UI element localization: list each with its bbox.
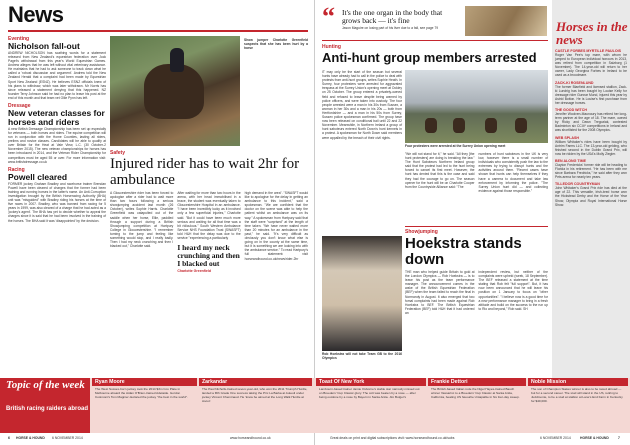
- sidebar-item-head: TILLEDOR COUNTRYMAN: [555, 182, 600, 187]
- topic-item: [92, 378, 197, 433]
- showjumping-col-1: THE man who helped guide Britain to gold at the London Olympics — Rob Hoekstra — is to leave his post as the team performance manager. The announcement comes in the wake of the British Equestrian Federation (BEF) when the team failed to reach the final in Normandy in August. It also emerged that two fomal complaints had been made against Rob Hoekstra to BEF. The British Equestrian Federation (BEF) told H&H that it had ordered an: [405, 270, 475, 315]
- sidebar-title: Horses in the news: [556, 19, 628, 47]
- safety-col-1: A Gloucestershire rider has been forced to apologise after a rider had to wait more than two hours following a serious showjumping accident last month (26 October), writes Sophie Harris. Charlotte Greenfield was catapulted out of the saddle when her horse, Ellie, paddled through a support during a British Showjumping competition at Hartpury College in Gloucestershire. "I remember turning to the jump and feeling like something would stop, and I really badly. Then I had my neck crunching and then I blacked out," Charlotte said.: [110, 191, 174, 249]
- topic-item-name: Toast Of New York: [316, 378, 426, 386]
- hunting-photo: [405, 70, 548, 143]
- dressage-section-label: Dressage: [8, 103, 31, 110]
- sidebar-item-head: WEB SPLASH: [555, 135, 579, 140]
- topic-item: [316, 378, 426, 433]
- rider-shape: [170, 48, 184, 72]
- hunting-col-1: IT may only be the start of the season but several hunts have already had to call in the police to deal with protests from anti-hunt groups, writes Sophie Heath. In Surrey, four protesters were arrested for aggravated trespass at the Surrey Union's opening meet at Ockley on 25 October. The group entered a privately-owned field and refused to leave despite being warned by police officers, and were taken into custody. The four people arrested were a man in his 30s from Sussex, a woman in her 30s and a man in his 20s — both from Hertfordshire — and a man in his 50s from Surrey, Sussex police spokesman confirmed. The group have now been released on conditional bail until 22 and 22 November. Meanwhile, in Northern Ireland a group of hunt saboteurs entered North Down's hunt kennels in a protest. A spokesman for North Down said members were appalled by the breach of their civil rights.: [322, 70, 402, 140]
- hoekstra-photo: [322, 236, 402, 351]
- topic-item-text: The West Sussex-born jockey took the 2014 $3m Cox Plate in Melbourne aboard the Aidan O'Brien-trained Adelaide. Gordon Cosimoni's Tom Magnier declared the jockey "the best in the world".: [95, 387, 188, 399]
- racing-body: FORMER jockey Graham Bradley and racehorse trainer Brendan Powell have been cleared of charges that the former had been training and running horses in the latter's name. An Anti-Corruption investigation brought by the British Horseracing Authority (BHA) unit was "misguided" with Bradley riding his horses at the time of five races in 2007. Bradley, who was banned from racing for 5 years in 1999, was also cleared of a charge that he had acted as a 'jockey's agent'. The BHA has yet to decide whether to appeal the charges since it is said that he had been involved in the training of the horses. The BHA said it was 'disappointed' by the decision.: [8, 181, 106, 223]
- hunting-header: [322, 44, 548, 67]
- sidebar-item-head: ZACK-KI ROSENLUND: [555, 80, 594, 85]
- safety-headline: Injured rider has to wait 2hr for ambulance: [110, 156, 300, 188]
- hunting-col-3: numbers of hunt saboteurs in the UK is very low, however there is a small number of individuals who consistently push the law to the extremes by trying to disrupt hunts and the activities around them. "Recent cases have shown that hunts can help themselves if they have a camera to document and take law enforcement by informing the police. "The Surrey Union hunt did — and collecting evidence against those responsible.": [478, 152, 548, 193]
- safety-section-label: Safety: [110, 150, 126, 156]
- sidebar-item-text: The former Blanfield and licensed stallion, Zack-ki Lundrig has been bought by Louise Kelly for dressage rider Gunnar Mund, injured this year by Astrid Botton. He is Louise's first purchase from her dressage horses.: [555, 84, 627, 105]
- hunting-rule: [322, 40, 548, 41]
- subscription-promo: Great deals on print and digital subscriptions visit: www.horseandhound.co.uk/subs: [330, 436, 455, 440]
- quote-text: It's the one organ in the body that grows back — it's fine: [342, 8, 443, 25]
- quote-photo: [465, 6, 547, 36]
- sidebar-item-text: John Whitaker's Grand Prix ride has died at the age of 22. This versatile, Irish-bred horse won the Hickstead Derby and the Horse of the Year Show, Olympia and Royal International Horse Show.: [555, 186, 627, 207]
- right-brand: HORSE & HOUND: [580, 436, 609, 440]
- hound-shape: [515, 118, 527, 133]
- left-url: www.horseandhound.co.uk: [230, 436, 271, 440]
- showjumping-section-label: Showjumping: [405, 229, 438, 235]
- topic-item-name: Frankie Dettori: [428, 378, 526, 386]
- eventing-headline: Nicholson fall-out: [8, 41, 80, 51]
- topic-item: [528, 378, 628, 433]
- safety-article: [110, 150, 308, 273]
- pull-quote-byline: Charlotte Greenfield: [177, 269, 211, 274]
- safety-col-2: After waiting for more than two hours in the arena, with her head immobilised in a brace, the student was eventually taken to Gloucestershire Hospital in an ambulance. "I have been incredibly lucky as it involved only a few superficial injuries," Charlotte said. "But it could have been much more serious and waiting for all that time was a bit ridiculous." South Western Ambulance Service NHS Foundation Trust (SWASFT) told H&H that the delay was due to the service "experiencing a particularly: [177, 191, 241, 241]
- dressage-body: A new British Dressage Championship has been set up especially for veterans — both horses and riders. The equine competition will run in conjunction with the Home Counties, lasting all riders, prelims and novice classes. Candidates will be able to qualify at over Britain for the Heat at Vale View, L.C. (30 October-2 November 2015). The new veteran championships for horses has been introduced in 2014, and the Veteran Rider Championship for competitors must be aged 55 or over. For more information visit: www.britishdressage.co.uk: [8, 126, 106, 164]
- topic-of-week: [0, 378, 90, 433]
- topic-item-text: Lambourn-based trainer Jamie Osborne's stable star narrowly missed out on Breeders' Cup Classic glory. The colt was beaten by a nose — after being outdone by a nose by Bayern in Santa Anita. Jim Bolger's: [319, 387, 420, 399]
- sidebar-item-text: Clayton Fredericks' former ride will be heading to Florida in his retirement. "He has been with me since Barbara Fredricks," he said after they won Pets arena for nearly ten years.: [555, 162, 627, 180]
- sidebar-item-text: Roger Van Pee's top mare, with whom he jumped to European individual honours in 2013, was retired from competition in Salzburg (1 November). The 14-year-old will return to her owner, Lady Georgina Forbes in Ireland to be used as a broodmare.: [555, 53, 627, 78]
- pull-quote: I heard my neck crunching and then I blacked out: [177, 243, 240, 269]
- hunting-section-label: Hunting: [322, 44, 341, 50]
- left-column: [8, 36, 106, 223]
- hunting-photo-caption: Four protesters were arrested at the Surrey Union opening meet: [405, 144, 506, 148]
- eventing-section-label: Eventing: [8, 36, 30, 42]
- sidebar-item-head: BEN ALONG TIME: [555, 158, 587, 163]
- hound-shape: [485, 118, 497, 133]
- hound-shape: [453, 118, 465, 133]
- topic-subtitle: British racing raiders abroad: [6, 406, 89, 412]
- left-page-number: 6: [8, 436, 10, 440]
- sidebar: [555, 46, 627, 207]
- topic-item: [428, 378, 526, 433]
- hunting-columns: [405, 152, 548, 193]
- showjumping-article: [405, 229, 548, 315]
- quote-source: Jason Maguire on losing part of his liver due to a fall, see page 79: [342, 26, 439, 30]
- quote-box: [322, 2, 462, 36]
- quote-mark-icon: “: [322, 2, 335, 31]
- title-rule: [8, 30, 308, 32]
- left-date: 6 NOVEMBER 2014: [52, 436, 83, 440]
- dressage-headline: New veteran classes for horses and riders: [8, 108, 105, 127]
- hunting-col-2: "We will not stand for it," he said. "All they [the hunt protesters] are doing is breaking the law." The Hunt Saboteurs Northern Ireland group said that the protest had led to the hunt being forced to cancel its first meet. However, the hunt has denied that this is the case and said they had the courage to go on. The season opener for the hunt will be on Charlotte Cooper from the Countryside Alliance said: "The: [405, 152, 475, 189]
- topic-item-name: Noble Mission: [528, 378, 628, 386]
- sidebar-item-text: William Whitaker's rides have been bought by Antrim Farms LLC. The 13-year-old gelding, who finished second in the Dublin Grand Prix, will now be ridden by the USA's Molly Ziegler.: [555, 139, 627, 156]
- safety-col-3: high demand in the area". "SWASFT would like to apologise for the delay in getting an ambulance to this incident," said a spokesman. "We are confident that the doctor on the scene was able to help the patient whilst an ambulance was on its way." A spokesman from Hartpury said that the staff were "surprised" at the length of time taken. "We have never waited more than 20 minutes for an ambulance in the past," he said. "It's very difficult as obviously you don't know what else is going on in the county at the same time, but it is something we are looking into with the ambulance service." To read Hartpury's full statement: visit horseandhound.co.uk/news/rider-2hr: [244, 191, 308, 261]
- topic-item-text: The British-based Italian rode the Nigel Hayes-trained Bauch winner Vassarinc to a Breeders' Cup Classic at Santa Anita, California, beating US favourite Untapable in his four-day sweep.: [431, 387, 520, 399]
- left-brand: HORSE & HOUND: [16, 436, 45, 440]
- topic-item-name: Zarkandar: [199, 378, 312, 386]
- right-date: 6 NOVEMBER 2014: [540, 436, 571, 440]
- racing-section-label: Racing: [8, 166, 25, 173]
- sidebar-item-text: Jennifer Woolven-Maunoury has retired her long-term partner at the age of 18. The mare, owned by Ricky and Dawn Tregoziak, contested Badminton six CCI4* competitions in Ireland and was shortlisted for the 2008 Olympics.: [555, 112, 627, 133]
- right-page-number: 7: [618, 436, 620, 440]
- photo-caption: Show jumper Charlotte Greenfield suspects that she has been hurt by a horse: [244, 38, 308, 51]
- sidebar-item-head: CASTLE FORBES MYRTILLE PAULOIS: [555, 49, 622, 53]
- showjumping-headline: Hoekstra stands down: [405, 235, 522, 268]
- topic-item: [199, 378, 312, 433]
- sidebar-item-head: THE GOOD WITCH: [555, 108, 587, 113]
- horse-shape: [144, 64, 204, 119]
- eventing-body: ANDREW NICHOLSON has scathing words for a statement released from New Zealand's equestrian federation over Jock Paget's withdrawal from this year's World Equestrian Games. Andrew alleges that he was left without vital veterinary assistance. He maintains that he had to ask someone to track down what he called a 'robust discussion and argument'. Andrew told the New Zealand Herald that a complaint had been made by Equestrian Sport New Zealand (ESNZ). He believes ESNZ officials knew of his plans to withdraw, which was later withdrawn. Mr Norris has since released a statement denying that this happened. NZ founder Terry Johnson said he had no plan to leave his post at the end of this month and that team vet Ollie Pynn has left.: [8, 50, 106, 100]
- racing-headline: Powell cleared: [8, 171, 68, 182]
- topic-title: Topic of the week: [6, 379, 85, 391]
- showjumping-col-2: independent review, but neither of the complaints were upheld (week, 18 September). The BEF released a statement at the time stating that Rob felt "full support". But, it has now been announced that he will leave his position on 1 January to focus on "other opportunities". "I believe now is a good time for a new performance manager to bring in a fresh attitude and build on the success to the run up to Rio and beyond," Rob said. SH: [478, 270, 548, 311]
- topic-item-text: The son of Champion Stakes winner is also to be raced abroad — but for a second career. The stud will stand in the US, retiring to Juddmonte, to be a stud at stallion at Lane's End Farm in Kentucky for $40,000.: [531, 387, 623, 403]
- hound-shape: [425, 118, 437, 133]
- hoekstra-photo-caption: Rob Hoekstra will not take Team GB to the 2016 Olympics: [322, 352, 402, 361]
- showjumping-rule: [405, 226, 548, 227]
- topic-item-text: The Paul Nicholls-trained seven-year-old, who won the 2011 Triumph Hurdle, landed a fifth Grade One success taking the Prix La Barka at Auteuil under jockey Vincent Cheminaud. He 'knew be aimed at the Long Walk Hurdle at Ascot'.: [202, 387, 308, 403]
- footer: [0, 436, 630, 445]
- showjumping-photo: [110, 36, 240, 146]
- hunting-headline: Anti-hunt group members arrested: [322, 50, 537, 65]
- topic-item-name: Ryan Moore: [92, 378, 197, 386]
- page-title: News: [8, 2, 64, 27]
